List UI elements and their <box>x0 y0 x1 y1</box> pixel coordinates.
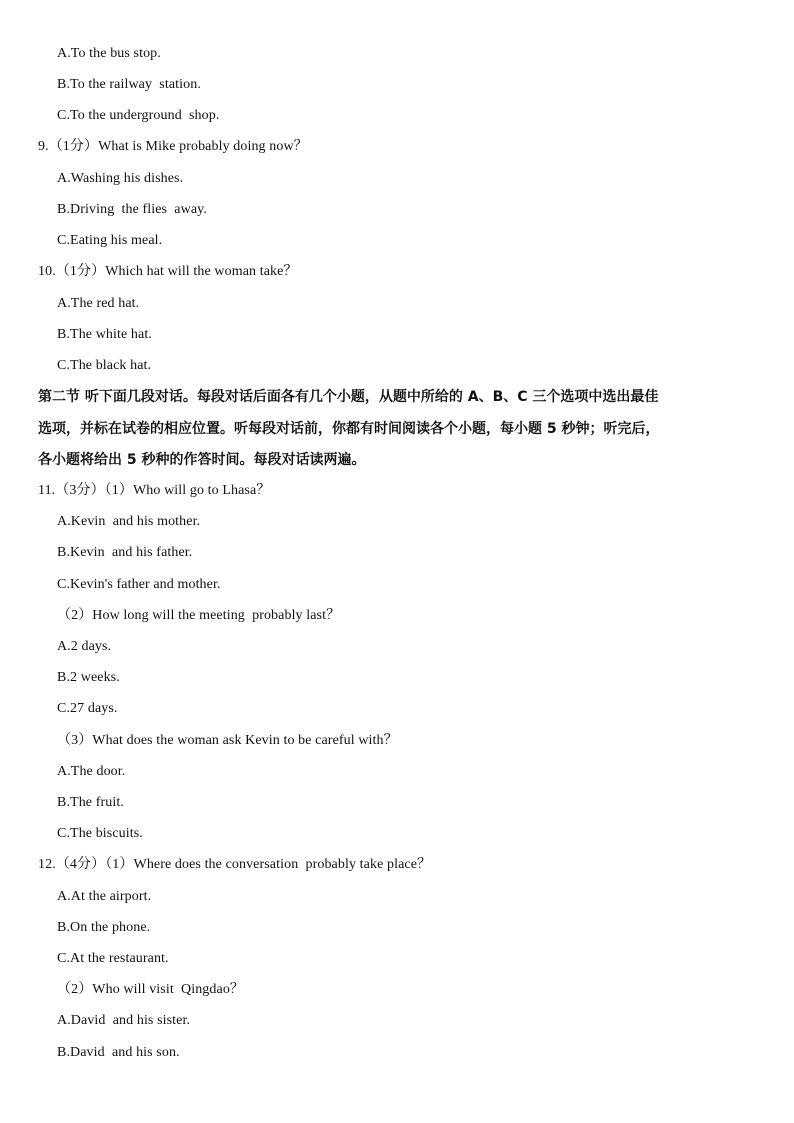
q12-s1-option-a: A.At the airport. <box>57 889 152 904</box>
q11-s1-option-c: C.Kevin's father and mother. <box>57 577 221 592</box>
q11-subquestion-2: （2）How long will the meeting probably last？ <box>57 608 341 623</box>
q11-s1-option-b: B.Kevin and his father. <box>57 545 193 560</box>
q9-option-c: C.Eating his meal. <box>57 233 163 248</box>
q12-stem: 12.（4分）（1）Where does the conversation probably take place？ <box>38 857 432 872</box>
q10-stem: 10.（1分）Which hat will the woman take？ <box>38 264 298 279</box>
q9-option-b: B.Driving the flies away. <box>57 202 207 217</box>
q11-s3-option-b: B.The fruit. <box>57 795 124 810</box>
q12-s2-option-b: B.David and his son. <box>57 1045 180 1060</box>
q11-s3-option-c: C.The biscuits. <box>57 826 143 841</box>
q11-s2-option-b: B.2 weeks. <box>57 670 120 685</box>
q8-option-b: B.To the railway station. <box>57 77 201 92</box>
q12-s2-option-a: A.David and his sister. <box>57 1013 191 1028</box>
q11-subquestion-3: （3）What does the woman ask Kevin to be careful with？ <box>57 733 398 748</box>
q12-s1-option-b: B.On the phone. <box>57 920 151 935</box>
q9-option-a: A.Washing his dishes. <box>57 171 184 186</box>
section2-instructions-line1: 第二节 听下面几段对话。每段对话后面各有几个小题，从题中所给的 A、B、C 三个选项中选出最佳 <box>38 389 659 405</box>
q12-subquestion-2: （2）Who will visit Qingdao？ <box>57 982 245 997</box>
q11-stem: 11.（3分）（1）Who will go to Lhasa？ <box>38 483 271 498</box>
q10-option-a: A.The red hat. <box>57 296 140 311</box>
q10-option-c: C.The black hat. <box>57 358 152 373</box>
q12-s1-option-c: C.At the restaurant. <box>57 951 169 966</box>
q11-s2-option-a: A.2 days. <box>57 639 112 654</box>
q8-option-c: C.To the underground shop. <box>57 108 220 123</box>
q11-s2-option-c: C.27 days. <box>57 701 118 716</box>
q9-stem: 9.（1分）What is Mike probably doing now？ <box>38 139 308 154</box>
q10-option-b: B.The white hat. <box>57 327 152 342</box>
q11-s3-option-a: A.The door. <box>57 764 126 779</box>
section2-instructions-line2: 选项，并标在试卷的相应位置。听每段对话前，你都有时间阅读各个小题，每小题 5 秒钟；听完后， <box>38 421 660 437</box>
q11-s1-option-a: A.Kevin and his mother. <box>57 514 201 529</box>
q8-option-a: A.To the bus stop. <box>57 46 161 61</box>
section2-instructions-line3: 各小题将给出 5 秒种的作答时间。每段对话读两遍。 <box>38 452 366 468</box>
